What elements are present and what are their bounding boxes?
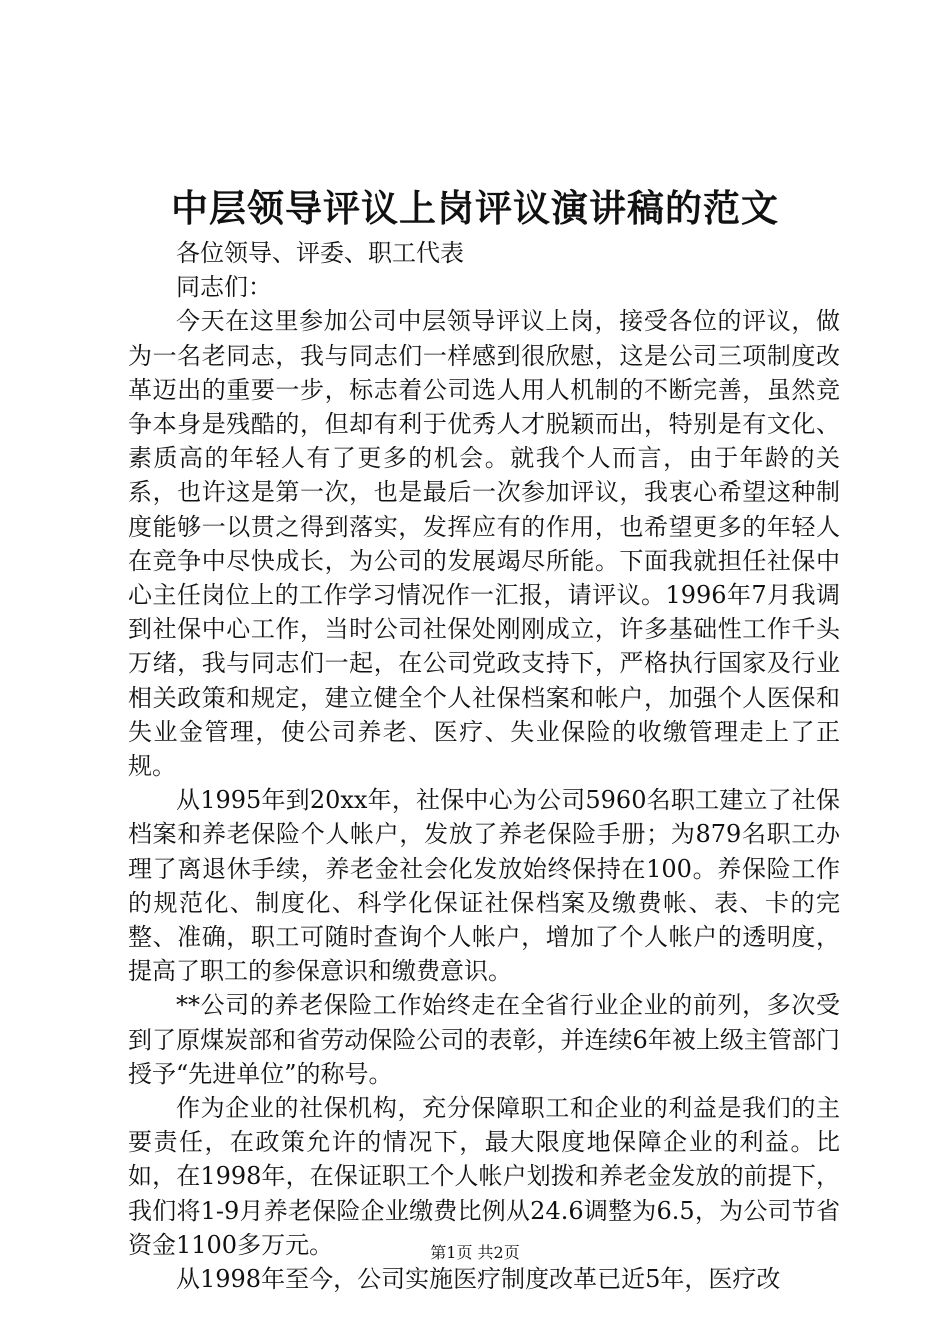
- page-number-footer: 第1页 共2页: [430, 1243, 520, 1262]
- document-title: 中层领导评议上岗评议演讲稿的范文: [171, 186, 779, 230]
- body-paragraph: 从1995年到20xx年，社保中心为公司5960名职工建立了社保档案和养老保险个人帐户，发放了养老保险手册；为879名职工办理了离退休手续，养老金社会化发放始终保持在100。养保险工作的规范化、制度化、科学化保证社保档案及缴费帐、表、卡的完整、准确，职工可随时查询个人帐户，增加了个人帐户的透明度，提高了职工的参保意识和缴费意识。: [128, 786, 840, 986]
- body-paragraph: 今天在这里参加公司中层领导评议上岗，接受各位的评议，做为一名老同志，我与同志们一样感到很欣慰，这是公司三项制度改革迈出的重要一步，标志着公司选人用人机制的不断完善，虽然竞争本身是残酷的，但却有利于优秀人才脱颖而出，特别是有文化、素质高的年轻人有了更多的机会。就我个人而言，由于年龄的关系，也许这是第一次，也是最后一次参加评议，我衷心希望这种制度能够一以贯之得到落实，发挥应有的作用，也希望更多的年轻人在竞争中尽快成长，为公司的发展竭尽所能。下面我就担任社保中心主任岗位上的工作学习情况作一汇报，请评议。1996年7月我调到社保中心工作，当时公司社保处刚刚成立，许多基础性工作千头万绪，我与同志们一起，在公司党政支持下，严格执行国家及行业相关政策和规定，建立健全个人社保档案和帐户，加强个人医保和失业金管理，使公司养老、医疗、失业保险的收缴管理走上了正规。: [128, 307, 840, 781]
- body-paragraph: **公司的养老保险工作始终走在全省行业企业的前列，多次受到了原煤炭部和省劳动保险公司的表彰，并连续6年被上级主管部门授予“先进单位”的称号。: [128, 991, 840, 1088]
- salutation-line: 同志们：: [176, 273, 272, 302]
- salutation-line: 各位领导、评委、职工代表: [176, 239, 464, 267]
- document-body: [128, 236, 840, 1296]
- body-paragraph: 从1998年至今，公司实施医疗制度改革已近5年，医疗改: [176, 1265, 781, 1294]
- body-paragraph: 作为企业的社保机构，充分保障职工和企业的利益是我们的主要责任，在政策允许的情况下，最大限度地保障企业的利益。比如，在1998年，在保证职工个人帐户划拨和养老金发放的前提下，我们将1-9月养老保险企业缴费比例从24.6调整为6.5，为公司节省资金1100多万元。: [128, 1094, 840, 1259]
